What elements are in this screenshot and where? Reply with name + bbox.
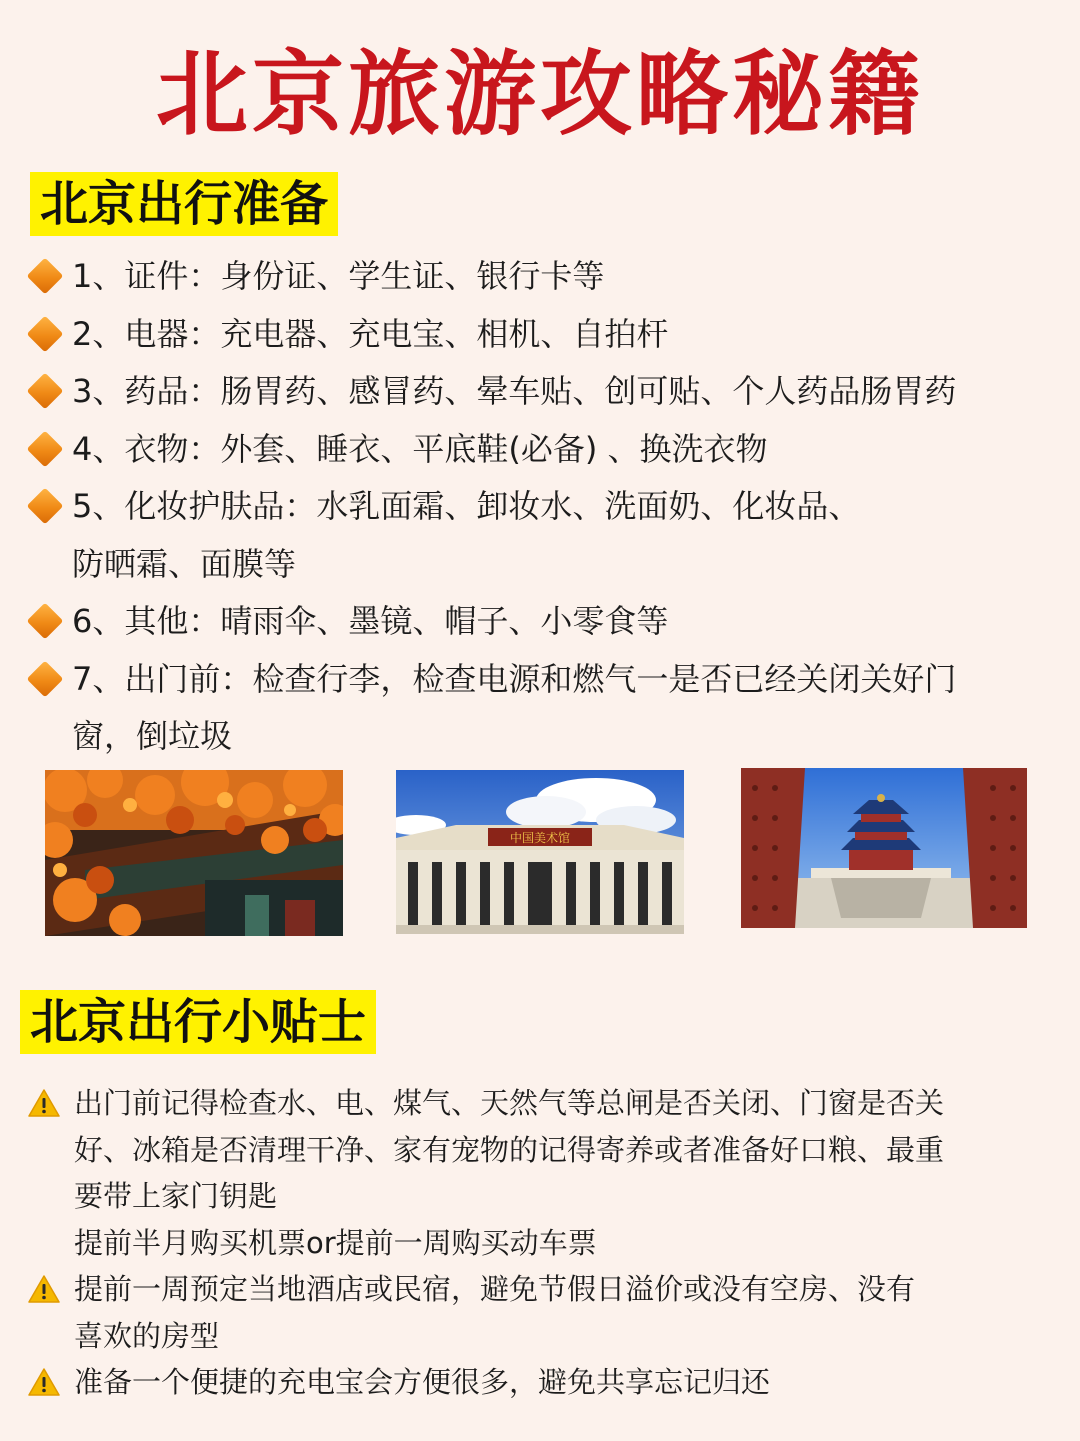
list-item-text: 3、药品：肠胃药、感冒药、晕车贴、创可贴、个人药品肠胃药 — [72, 372, 957, 410]
art-museum-photo — [396, 770, 684, 934]
tip-line: 提前半月购买机票or提前一周购买动车票 — [74, 1225, 597, 1260]
list-item-text: 7、出门前：检查行李，检查电源和燃气一是否已经关闭关好门 — [72, 659, 957, 698]
orange-diamond-icon — [27, 660, 64, 697]
temple-of-heaven-photo — [741, 768, 1027, 928]
tip-line: 喜欢的房型 — [74, 1318, 220, 1353]
preparation-list — [30, 248, 1050, 766]
section-heading-tips: 北京出行小贴士 — [20, 990, 376, 1054]
orange-diamond-icon — [27, 603, 64, 640]
list-item — [30, 478, 1050, 593]
list-item — [30, 651, 1050, 766]
orange-diamond-icon — [27, 373, 64, 410]
photo-strip — [0, 768, 1080, 938]
list-item-text: 6、其他：晴雨伞、墨镜、帽子、小零食等 — [72, 602, 669, 640]
list-item — [30, 306, 1050, 364]
list-item-text: 1、证件：身份证、学生证、银行卡等 — [72, 257, 605, 295]
orange-diamond-icon — [27, 430, 64, 467]
tip-line: 要带上家门钥匙 — [74, 1179, 278, 1213]
warning-icon — [28, 1275, 60, 1303]
list-item — [30, 248, 1050, 306]
list-item — [30, 363, 1050, 421]
tip-line: 好、冰箱是否清理干净、家有宠物的记得寄养或者准备好口粮、最重 — [74, 1132, 945, 1167]
autumn-palace-eaves-photo — [45, 770, 343, 936]
tip-item — [28, 1359, 1028, 1406]
orange-diamond-icon — [27, 488, 64, 525]
warning-icon — [28, 1089, 60, 1117]
list-item-text-continued: 防晒霜、面膜等 — [72, 544, 297, 583]
section-heading-preparation: 北京出行准备 — [30, 172, 338, 236]
list-item-text-continued: 窗，倒垃圾 — [72, 717, 233, 755]
list-item — [30, 421, 1050, 479]
list-item-text: 4、衣物：外套、睡衣、平底鞋(必备) 、换洗衣物 — [72, 429, 768, 468]
warning-icon — [28, 1368, 60, 1396]
page-title: 北京旅游攻略秘籍 — [155, 41, 924, 148]
orange-diamond-icon — [27, 315, 64, 352]
orange-diamond-icon — [27, 258, 64, 295]
tip-line: 准备一个便捷的充电宝会方便很多，避免共享忘记归还 — [74, 1365, 771, 1399]
list-item-text: 2、电器：充电器、充电宝、相机、自拍杆 — [72, 314, 669, 353]
list-item — [30, 593, 1050, 651]
tip-line: 出门前记得检查水、电、煤气、天然气等总闸是否关闭、门窗是否关 — [74, 1086, 945, 1120]
tip-item — [28, 1080, 1028, 1266]
list-item-text: 5、化妆护肤品：水乳面霜、卸妆水、洗面奶、化妆品、 — [72, 487, 861, 525]
tip-item — [28, 1266, 1028, 1359]
tip-line: 提前一周预定当地酒店或民宿，避免节假日溢价或没有空房、没有 — [74, 1272, 916, 1306]
tips-list — [28, 1080, 1028, 1406]
museum-sign: 中国美术馆 — [509, 831, 571, 845]
